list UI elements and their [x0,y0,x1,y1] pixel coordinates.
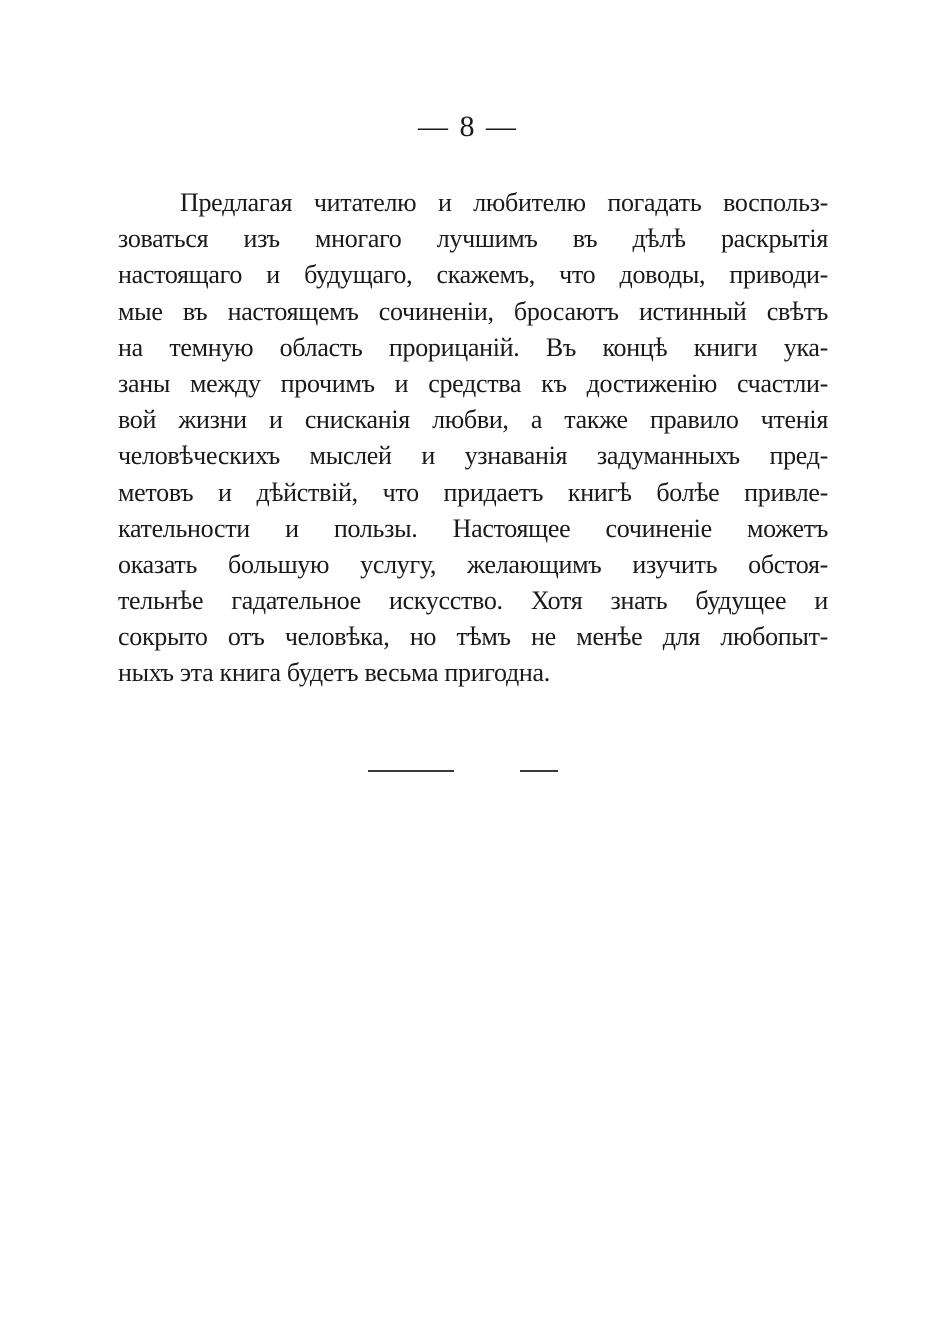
text-line: сокрыто отъ человѣка, но тѣмъ не менѣе для любопыт- [118,622,828,652]
text-line: заны между прочимъ и средства къ достиженію счастли- [118,368,828,398]
text-line: кательности и пользы. Настоящее сочиненіе можетъ [118,513,828,543]
body-paragraph [118,185,828,692]
text-line: тельнѣе гадательное искусство. Хотя знать будущее и [118,586,828,616]
text-line: вой жизни и снисканія любви, а также правило чтенія [118,405,828,435]
text-line: метовъ и дѣйствій, что придаетъ книгѣ болѣе привле- [118,477,828,507]
text-line: Предлагая читателю и любителю погадать воспольз- [180,188,828,217]
text-line: ныхъ эта книга будетъ весьма пригодна. [118,658,550,688]
divider-rule-right [520,770,558,772]
text-line: человѣческихъ мыслей и узнаванія задуманныхъ пред- [118,441,828,471]
text-line: на темную область прорицаній. Въ концѣ книги ука- [118,332,828,362]
divider-rule-left [368,770,454,772]
text-line: мые въ настоящемъ сочиненіи, бросаютъ истинный свѣтъ [118,296,828,326]
text-line: оказать большую услугу, желающимъ изучить обстоя- [118,549,828,579]
page-number: — 8 — [418,110,518,143]
section-divider [368,768,558,774]
text-line: зоваться изъ многаго лучшимъ въ дѣлѣ раскрытія [118,224,828,254]
text-line: настоящаго и будущаго, скажемъ, что доводы, приводи- [118,260,828,290]
